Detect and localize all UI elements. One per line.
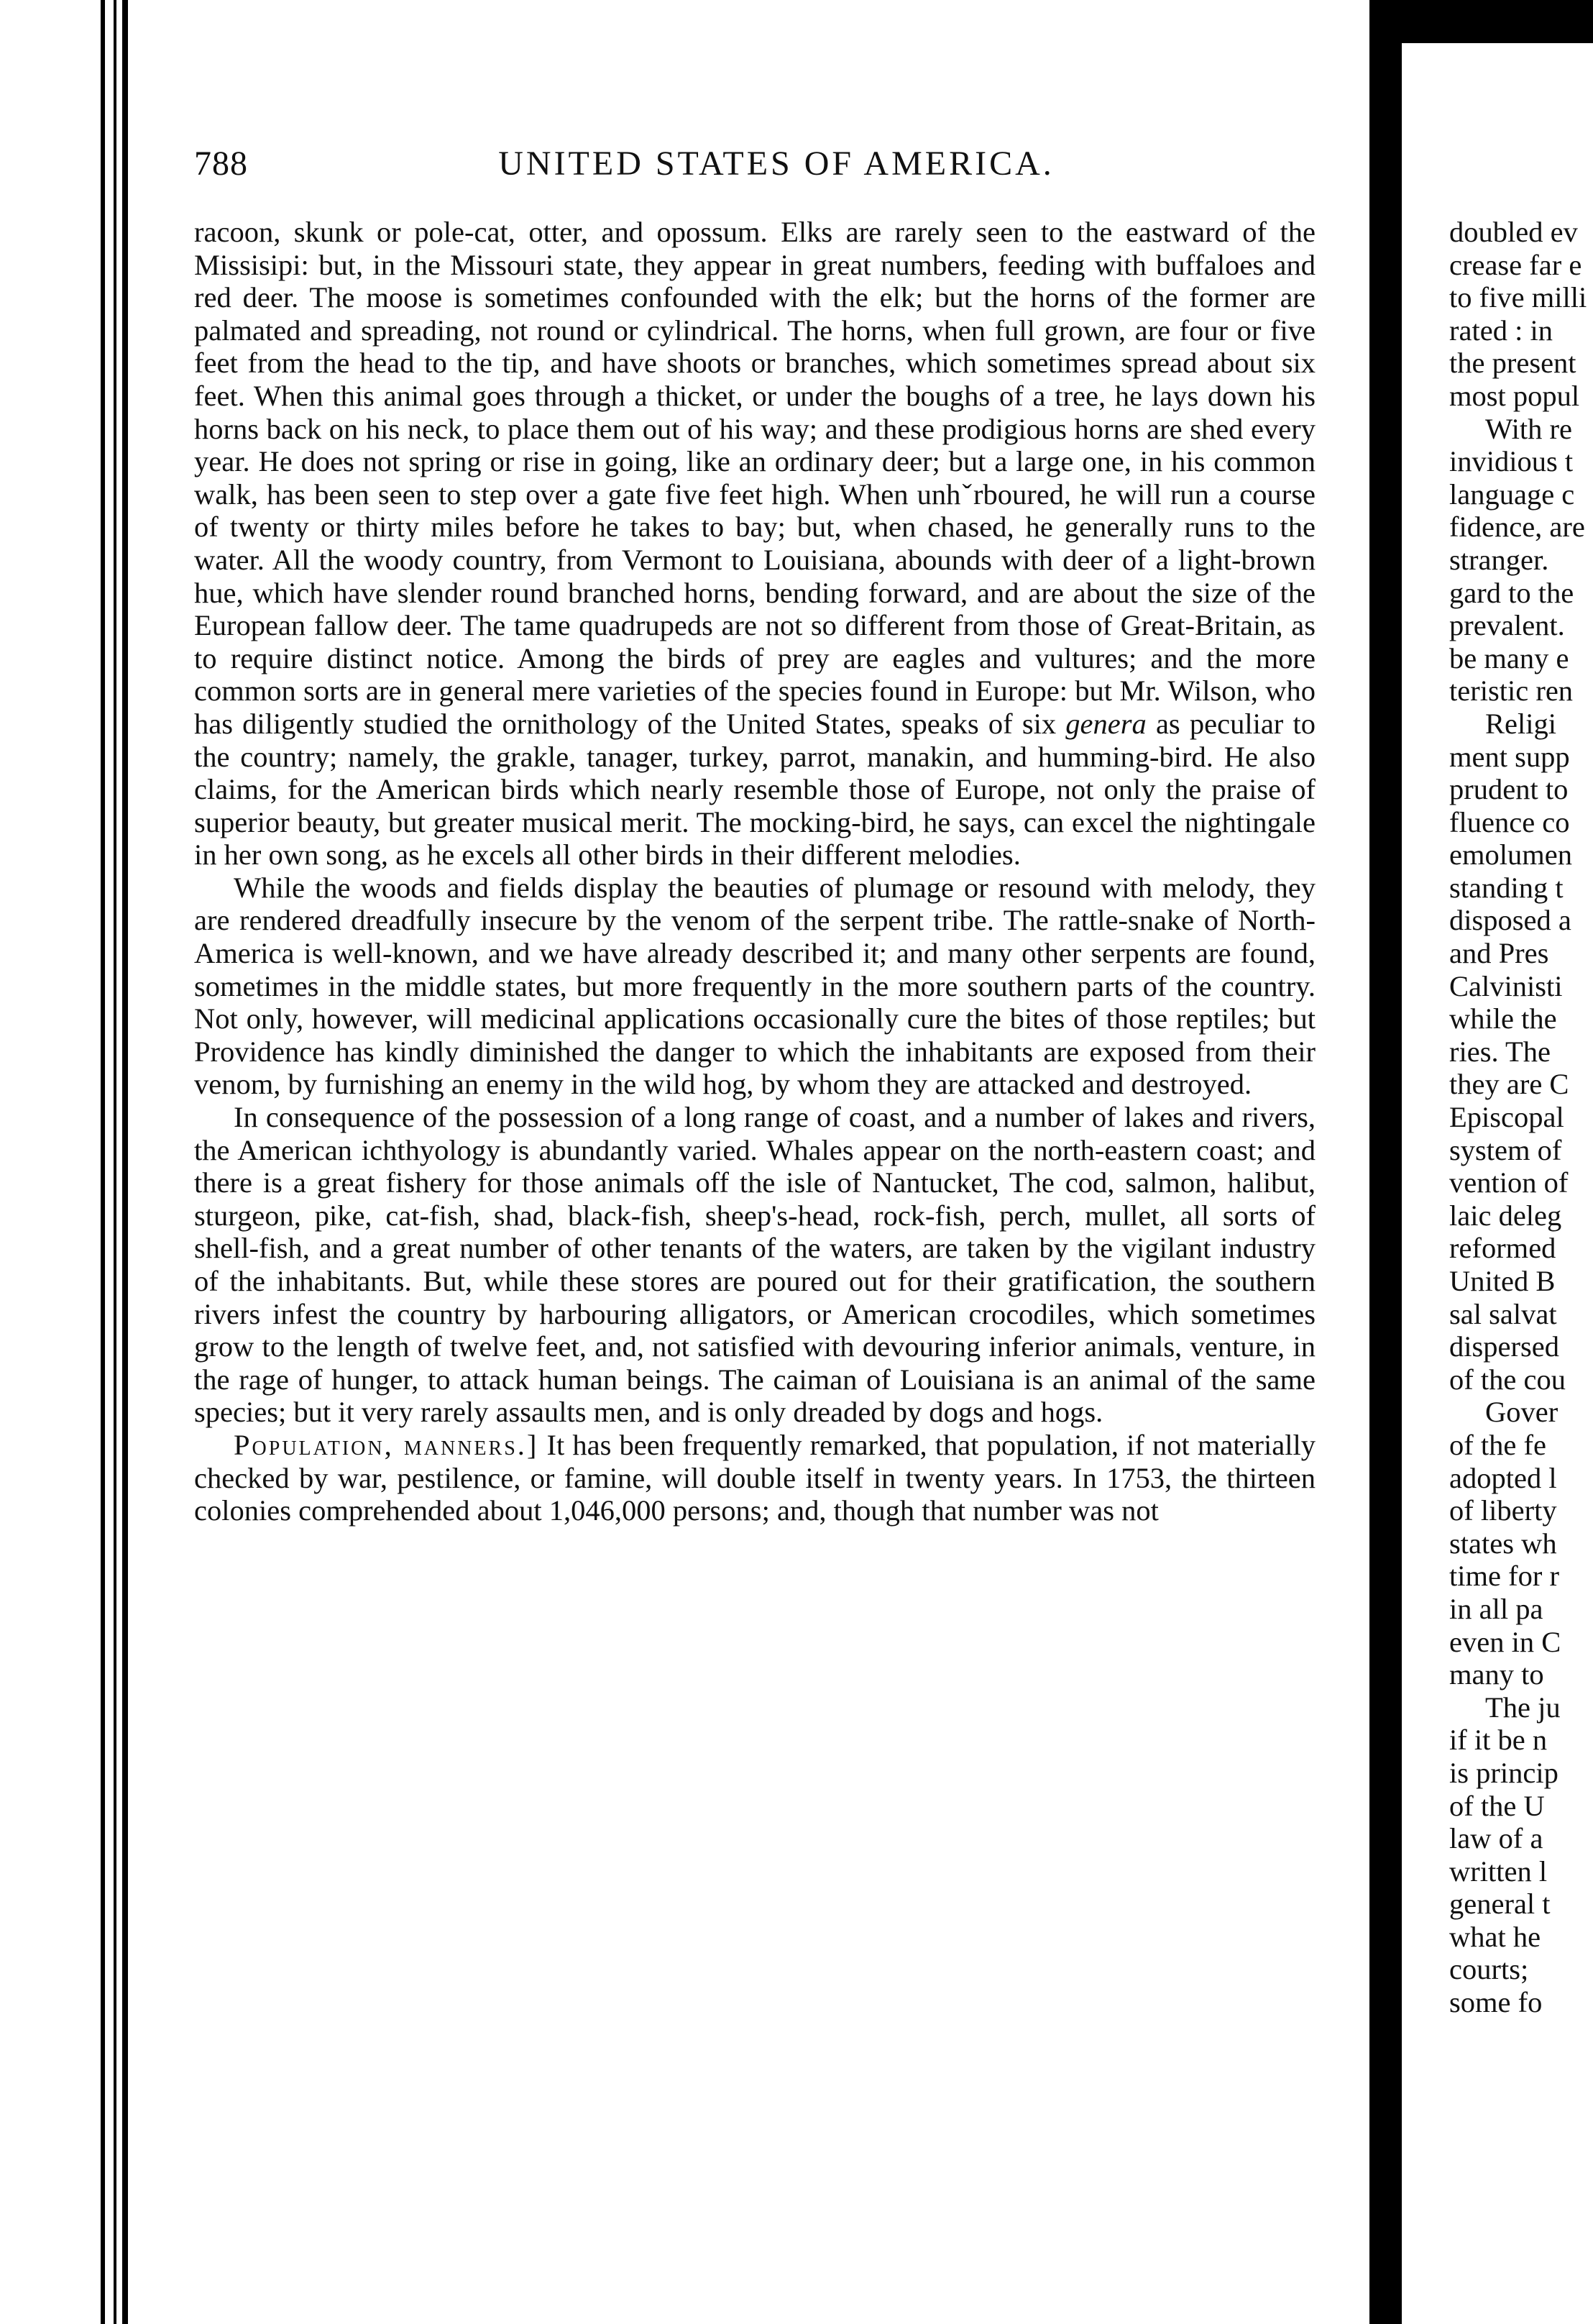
right-page-line: courts;	[1449, 1953, 1529, 1986]
paragraph-text: It has been frequently remarked, that population, if not materially checked by war, pestilence, or famine, will double itself in twenty years. In 1753, the thirteen colonies comprehended about 1,046,000 persons; and, though that number was not	[194, 1428, 1316, 1527]
right-page-lines	[1449, 216, 1593, 2019]
page-edge-line	[122, 0, 128, 2324]
book-gutter	[1369, 0, 1402, 2324]
right-page-line: standing t	[1449, 871, 1564, 904]
right-page-line: disposed a	[1449, 904, 1571, 937]
right-page-line: ment supp	[1449, 740, 1570, 773]
right-page-line: be many e	[1449, 641, 1569, 674]
right-page-line: in all pa	[1449, 1592, 1543, 1625]
right-page-line: fidence, are	[1449, 511, 1585, 544]
paragraph	[194, 1101, 1316, 1429]
page-edge-line	[114, 0, 116, 2324]
right-page-line: With re	[1485, 412, 1572, 445]
right-page-line: of the cou	[1449, 1363, 1566, 1396]
right-page-line: crease far e	[1449, 248, 1582, 281]
right-page-line: states wh	[1449, 1527, 1557, 1560]
right-page-line: and Pres	[1449, 937, 1549, 970]
right-page-line: law of a	[1449, 1822, 1543, 1855]
right-page-line: of liberty	[1449, 1494, 1557, 1527]
right-page-line: even in C	[1449, 1625, 1561, 1658]
right-page-line: many to	[1449, 1658, 1544, 1691]
paragraph	[194, 872, 1316, 1101]
right-page-line: emolumen	[1449, 838, 1572, 872]
right-page-line: prudent to	[1449, 773, 1569, 806]
right-page-line: Episcopal	[1449, 1101, 1564, 1134]
paragraph-text: While the woods and fields display the beauties of plumage or resound with melody, they are rendered dreadfully insecure by the venom of the serpent tribe. The rattle-snake of North-America is well-known, and we have already described it; and many other serpents are found, sometimes in the middle states, but more frequently in the more southern parts of the country. Not only, however, will medicinal applications occasionally cure the bites of those reptiles; but Providence has kindly diminished the danger to which the inhabitants are exposed from their venom, by furnishing an enemy in the wild hog, by whom they are attacked and destroyed.	[194, 871, 1316, 1101]
right-page-line: fluence co	[1449, 805, 1570, 838]
right-page-line: doubled ev	[1449, 216, 1578, 248]
running-head: UNITED STATES OF AMERICA.	[498, 145, 1055, 183]
page-edge-line	[101, 0, 105, 2324]
right-page-line: United B	[1449, 1265, 1556, 1297]
right-page-line: the present	[1449, 347, 1576, 380]
right-page-line: is princip	[1449, 1756, 1558, 1789]
right-page-line: laic deleg	[1449, 1199, 1562, 1232]
right-page-line: rated : in	[1449, 314, 1553, 347]
right-page-line: sal salvat	[1449, 1297, 1557, 1330]
right-page-line: vention of	[1449, 1166, 1569, 1199]
right-page-line: to five milli	[1449, 281, 1587, 314]
right-page-line: adopted l	[1449, 1461, 1557, 1494]
page-number: 788	[194, 145, 248, 183]
right-page-line: The ju	[1485, 1691, 1561, 1724]
right-page-line: reformed	[1449, 1232, 1556, 1265]
right-page-line: they are C	[1449, 1068, 1569, 1101]
right-page-fragment	[1402, 43, 1593, 2324]
italic-term: genera	[1065, 707, 1147, 740]
right-page-line: of the U	[1449, 1789, 1545, 1822]
right-page-line: of the fe	[1449, 1428, 1546, 1461]
section-lead: Population, manners.]	[234, 1428, 539, 1461]
right-page-line: if it be n	[1449, 1724, 1548, 1757]
right-page-line: time for r	[1449, 1560, 1559, 1593]
page-header	[194, 144, 1308, 194]
right-page-line: some fo	[1449, 1986, 1543, 2019]
right-page-line: what he	[1449, 1920, 1541, 1953]
paragraph	[194, 216, 1316, 872]
paragraph-text: as peculiar to the country; namely, the grakle, tanager, turkey, parrot, manakin, and humming-bird. He also claims, for the American birds which nearly resemble those of Europe, not only the praise of superior beauty, but greater musical merit. The mocking-bird, he says, can excel the nightingale in her own song, as he excels all other birds in their different melodies.	[194, 707, 1316, 872]
paragraph-text: racoon, skunk or pole-cat, otter, and opossum. Elks are rarely seen to the eastward of the Missisipi: but, in the Missouri state, they appear in great numbers, feeding with buffaloes and red deer. The moose is sometimes confounded with the elk; but the horns of the former are palmated and spreading, not round or cylindrical. The horns, when full grown, are four or five feet from the head to the tip, and have shoots or branches, which sometimes spread about six feet. When this animal goes through a thicket, or under the boughs of a tree, he lays down his horns back on his neck, to place them out of his way; and these prodigious horns are shed every year. He does not spring or rise in going, like an ordinary deer; but a large one, in his common walk, has been seen to step over a gate five feet high. When unhˇrboured, he will run a course of twenty or thirty miles before he takes to bay; but, when chased, he generally runs to the water. All the woody country, from Vermont to Louisiana, abounds with deer of a light-brown hue, which have slender round branched horns, bending forward, and are about the size of the European fallow deer. The tame quadrupeds are not so different from those of Great-Britain, as to require distinct notice. Among the birds of prey are eagles and vultures; and the more common sorts are in general mere varieties of the species found in Europe: but Mr. Wilson, who has diligently studied the ornithology of the United States, speaks of six	[194, 216, 1316, 740]
right-page-line: Gover	[1485, 1396, 1558, 1429]
right-page-line: teristic ren	[1449, 674, 1574, 708]
right-page-line: invidious t	[1449, 445, 1574, 478]
right-page-line: stranger.	[1449, 543, 1549, 576]
right-page-line: dispersed	[1449, 1330, 1559, 1363]
body-text	[194, 216, 1316, 1527]
right-page-line: written l	[1449, 1854, 1548, 1888]
right-page-line: Calvinisti	[1449, 969, 1563, 1002]
paragraph-text: In consequence of the possession of a long range of coast, and a number of lakes and rivers, the American ichthyology is abundantly varied. Whales appear on the north-eastern coast; and there is a great fishery for those animals off the isle of Nantucket, The cod, salmon, halibut, sturgeon, pike, cat-fish, shad, black-fish, sheep's-head, rock-fish, perch, mullet, all sorts of shell-fish, and a great number of other tenants of the waters, are taken by the vigilant industry of the inhabitants. But, while these stores are poured out for their gratification, the southern rivers infest the country by harbouring alligators, or American crocodiles, which sometimes grow to the length of twelve feet, and, not satisfied with devouring inferior animals, venture, in the rage of hunger, to attack human beings. The caiman of Louisiana is an animal of the same species; but it very rarely assaults men, and is only dreaded by dogs and hogs.	[194, 1101, 1316, 1429]
right-page-line: system of	[1449, 1133, 1562, 1166]
right-page-line: Religi	[1485, 707, 1556, 740]
right-page-line: while the	[1449, 1002, 1557, 1035]
right-page-line: ries. The	[1449, 1035, 1551, 1068]
right-page-line: general t	[1449, 1888, 1551, 1921]
right-page-line: prevalent.	[1449, 609, 1565, 642]
right-page-line: most popul	[1449, 379, 1580, 412]
right-page-line: gard to the	[1449, 576, 1574, 609]
right-page-line: language c	[1449, 477, 1575, 511]
paragraph	[194, 1429, 1316, 1527]
